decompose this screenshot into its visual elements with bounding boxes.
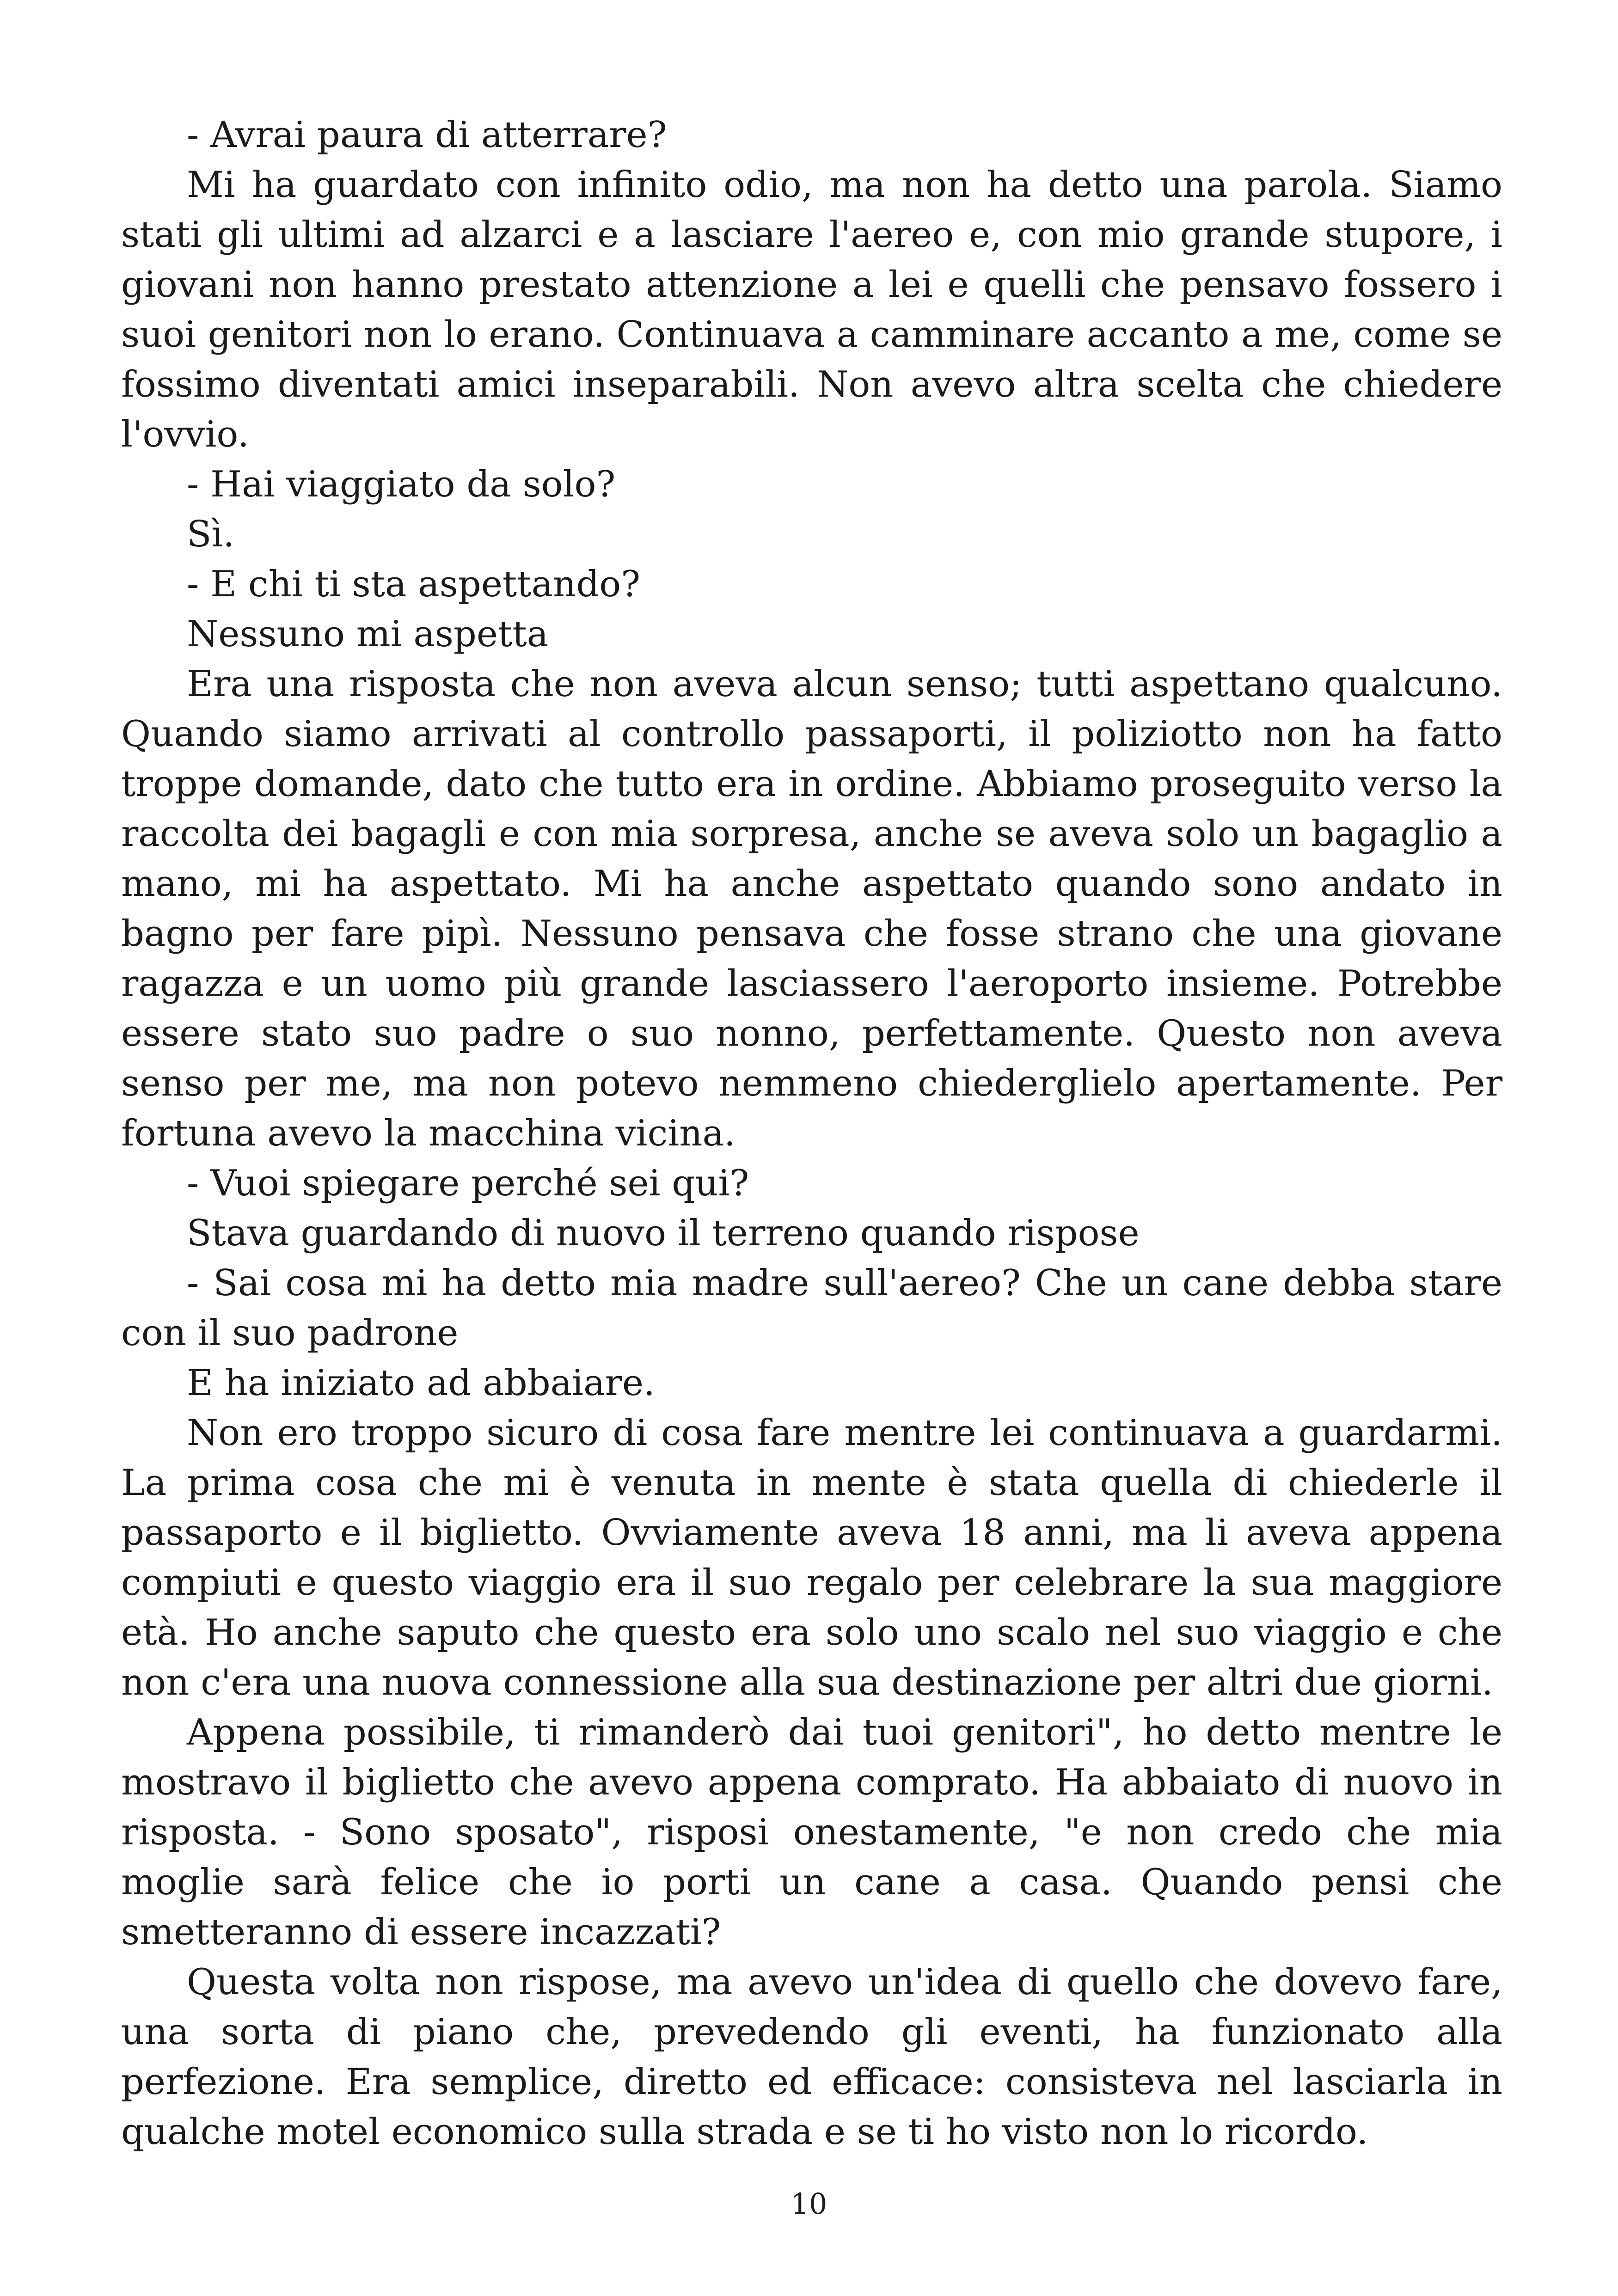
paragraph: Questa volta non rispose, ma avevo un'idea di quello che dovevo fare, una sorta di piano che, prevedendo gli eventi, ha funzionato alla perfezione. Era semplice, diretto ed efficace: consisteva nel lasciarla in qualche motel economico sulla strada e se ti ho visto non lo ricordo. [121, 1961, 1502, 2153]
body-text [121, 110, 1502, 2157]
paragraph: Stava guardando di nuovo il terreno quando rispose [187, 1212, 1140, 1254]
paragraph: Era una risposta che non aveva alcun senso; tutti aspettano qualcuno. Quando siamo arrivati al controllo passaporti, il poliziotto non ha fatto troppe domande, dato che tutto era in ordine. Abbiamo proseguito verso la raccolta dei bagagli e con mia sorpresa, anche se aveva solo un bagaglio a mano, mi ha aspettato. Mi ha anche aspettato quando sono andato in bagno per fare pipì. Nessuno pensava che fosse strano che una giovane ragazza e un uomo più grande lasciassero l'aeroporto insieme. Potrebbe essere stato suo padre o suo nonno, perfettamente. Questo non aveva senso per me, ma non potevo nemmeno chiederglielo apertamente. Per fortuna avevo la macchina vicina. [121, 663, 1502, 1154]
paragraph: - Avrai paura di atterrare? [187, 114, 667, 156]
paragraph: Nessuno mi aspetta [187, 613, 549, 655]
paragraph: - E chi ti sta aspettando? [187, 563, 641, 605]
paragraph: - Hai viaggiato da solo? [187, 464, 616, 505]
paragraph: - Sai cosa mi ha detto mia madre sull'aereo? Che un cane debba stare con il suo padrone [121, 1262, 1502, 1354]
page-number: 10 [791, 2187, 827, 2221]
paragraph: Mi ha guardato con infinito odio, ma non ha detto una parola. Siamo stati gli ultimi ad alzarci e a lasciare l'aereo e, con mio grande stupore, i giovani non hanno prestato attenzione a lei e quelli che pensavo fossero i suoi genitori non lo erano. Continuava a camminare accanto a me, come se fossimo diventati amici inseparabili. Non avevo altra scelta che chiedere l'ovvio. [121, 164, 1502, 455]
paragraph: Non ero troppo sicuro di cosa fare mentre lei continuava a guardarmi. La prima cosa che mi è venuta in mente è stata quella di chiederle il passaporto e il biglietto. Ovviamente aveva 18 anni, ma li aveva appena compiuti e questo viaggio era il suo regalo per celebrare la sua maggiore età. Ho anche saputo che questo era solo uno scalo nel suo viaggio e che non c'era una nuova connessione alla sua destinazione per altri due giorni. [121, 1412, 1502, 1703]
paragraph: Sì. [187, 514, 235, 555]
paragraph: - Vuoi spiegare perché sei qui? [187, 1163, 749, 1204]
paragraph: Appena possibile, ti rimanderò dai tuoi genitori", ho detto mentre le mostravo il biglietto che avevo appena comprato. Ha abbaiato di nuovo in risposta. - Sono sposato", risposi onestamente, "e non credo che mia moglie sarà felice che io porti un cane a casa. Quando pensi che smetteranno di essere incazzati? [121, 1712, 1502, 1953]
paragraph: E ha iniziato ad abbaiare. [187, 1362, 655, 1404]
